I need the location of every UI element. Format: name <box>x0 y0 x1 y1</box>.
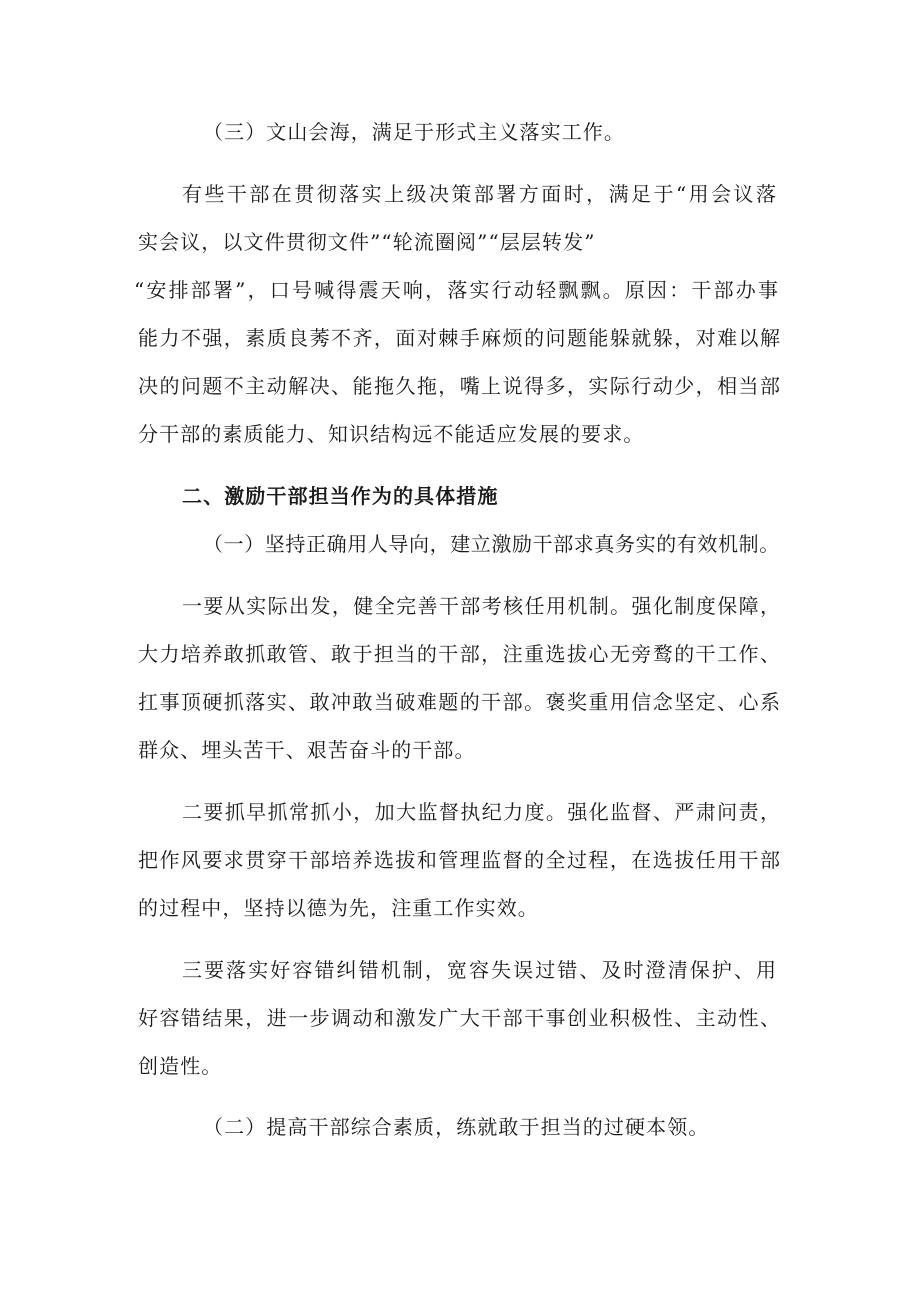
paragraph-4-line-3: 创造性。 <box>138 1054 223 1078</box>
paragraph-2-line-3: 扛事顶硬抓落实、敢冲敢当破难题的干部。褒奖重用信念坚定、心系 <box>138 690 780 714</box>
paragraph-1-line-1: 有些干部在贯彻落实上级决策部署方面时，满足于“用会议落 <box>182 182 776 206</box>
paragraph-4-line-1: 三要落实好容错纠错机制，宽容失误过错、及时澄清保护、用 <box>182 958 776 982</box>
paragraph-3-line-3: 的过程中，坚持以德为先，注重工作实效。 <box>138 896 539 920</box>
paragraph-1-line-4: 能力不强，素质良莠不齐，面对棘手麻烦的问题能躲就躲，对难以解 <box>138 326 780 350</box>
paragraph-4-line-2: 好容错结果，进一步调动和激发广大干部干事创业积极性、主动性、 <box>138 1006 780 1030</box>
section-2-heading: 二、激励干部担当作为的具体措施 <box>182 484 499 508</box>
subsection-2-heading: （二）提高干部综合素质，练就敢于担当的过硬本领。 <box>203 1115 710 1139</box>
paragraph-1-line-2: 实会议，以文件贯彻文件”“轮流圈阅”“层层转发” <box>138 230 596 254</box>
paragraph-1-line-6: 分干部的素质能力、知识结构远不能适应发展的要求。 <box>138 422 645 446</box>
subsection-1-heading: （一）坚持正确用人导向，建立激励干部求真务实的有效机制。 <box>203 532 780 556</box>
paragraph-2-line-2: 大力培养敢抓敢管、敢于担当的干部，注重选拔心无旁鹜的干工作、 <box>138 642 780 666</box>
paragraph-2-line-4: 群众、埋头苦干、艰苦奋斗的干部。 <box>138 738 476 762</box>
paragraph-1-line-5: 决的问题不主动解决、能拖久拖，嘴上说得多，实际行动少，相当部 <box>138 374 780 398</box>
paragraph-3-line-1: 二要抓早抓常抓小，加大监督执纪力度。强化监督、严肃问责， <box>182 800 780 824</box>
subsection-3-heading: （三）文山会海，满足于形式主义落实工作。 <box>203 120 625 144</box>
paragraph-2-line-1: 一要从实际出发，健全完善干部考核任用机制。强化制度保障， <box>182 594 780 618</box>
paragraph-3-line-2: 把作风要求贯穿干部培养选拔和管理监督的全过程，在选拔任用干部 <box>138 848 780 872</box>
paragraph-1-line-3: “安排部署”，口号喊得震天响，落实行动轻飘飘。原因：干部办事 <box>134 278 778 302</box>
